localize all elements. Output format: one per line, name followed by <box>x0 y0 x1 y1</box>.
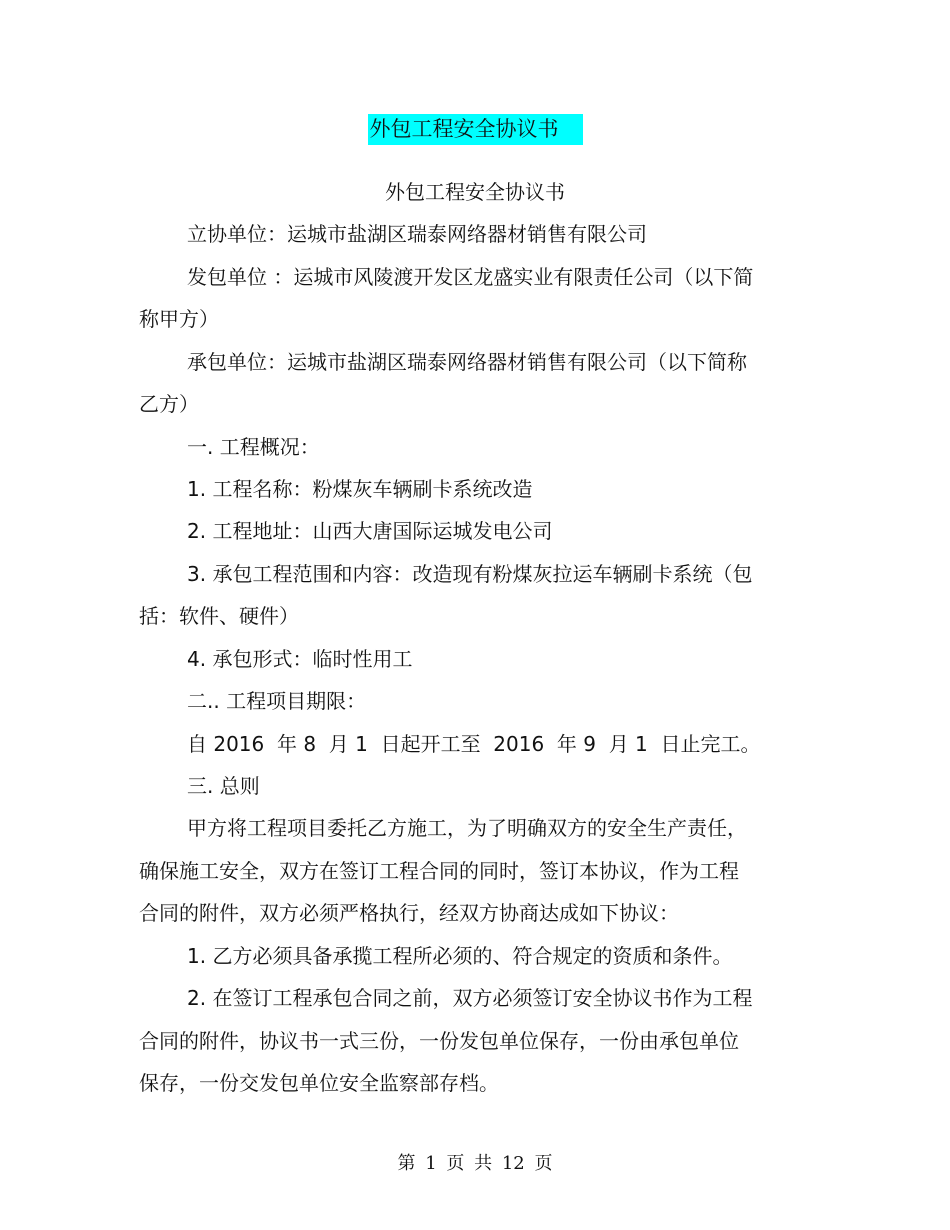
heading-row <box>0 114 950 145</box>
paragraph-line: 保存，一份交发包单位安全监察部存档。 <box>139 1071 499 1095</box>
list-item: 2. 在签订工程承包合同之前，双方必须签订安全协议书作为工程 <box>187 986 753 1010</box>
list-item: 1. 工程名称：粉煤灰车辆刷卡系统改造 <box>187 477 533 501</box>
document-heading: 外包工程安全协议书 <box>368 114 583 145</box>
paragraph-line: 立协单位：运城市盐湖区瑞泰网络器材销售有限公司 <box>187 222 647 246</box>
paragraph-line: 甲方将工程项目委托乙方施工，为了明确双方的安全生产责任， <box>187 816 747 840</box>
list-item: 2. 工程地址：山西大唐国际运城发电公司 <box>187 519 553 543</box>
paragraph-line: 承包单位：运城市盐湖区瑞泰网络器材销售有限公司（以下简称 <box>187 350 747 374</box>
list-item: 3. 承包工程范围和内容：改造现有粉煤灰拉运车辆刷卡系统（包 <box>187 562 753 586</box>
document-subheading: 外包工程安全协议书 <box>385 180 565 204</box>
section-heading: 三. 总则 <box>187 774 260 798</box>
paragraph-line: 合同的附件，双方必须严格执行，经双方协商达成如下协议： <box>139 901 679 925</box>
list-item: 4. 承包形式：临时性用工 <box>187 647 413 671</box>
page-number-footer: 第 1 页 共 12 页 <box>397 1153 553 1174</box>
section-heading: 二.. 工程项目期限： <box>187 689 367 713</box>
paragraph-line: 发包单位 ：运城市风陵渡开发区龙盛实业有限责任公司（以下简 <box>187 265 754 289</box>
paragraph-line: 合同的附件，协议书一式三份，一份发包单位保存，一份由承包单位 <box>139 1029 739 1053</box>
paragraph-line: 确保施工安全，双方在签订工程合同的同时，签订本协议，作为工程 <box>139 859 739 883</box>
paragraph-line: 称甲方） <box>139 307 219 331</box>
paragraph-line: 乙方） <box>139 392 199 416</box>
list-item: 1. 乙方必须具备承揽工程所必须的、符合规定的资质和条件。 <box>187 944 733 968</box>
section-heading: 一. 工程概况： <box>187 435 320 459</box>
paragraph-line: 括：软件、硬件） <box>139 604 299 628</box>
paragraph-line: 自 2016 年 8 月 1 日起开工至 2016 年 9 月 1 日止完工。 <box>187 732 761 756</box>
